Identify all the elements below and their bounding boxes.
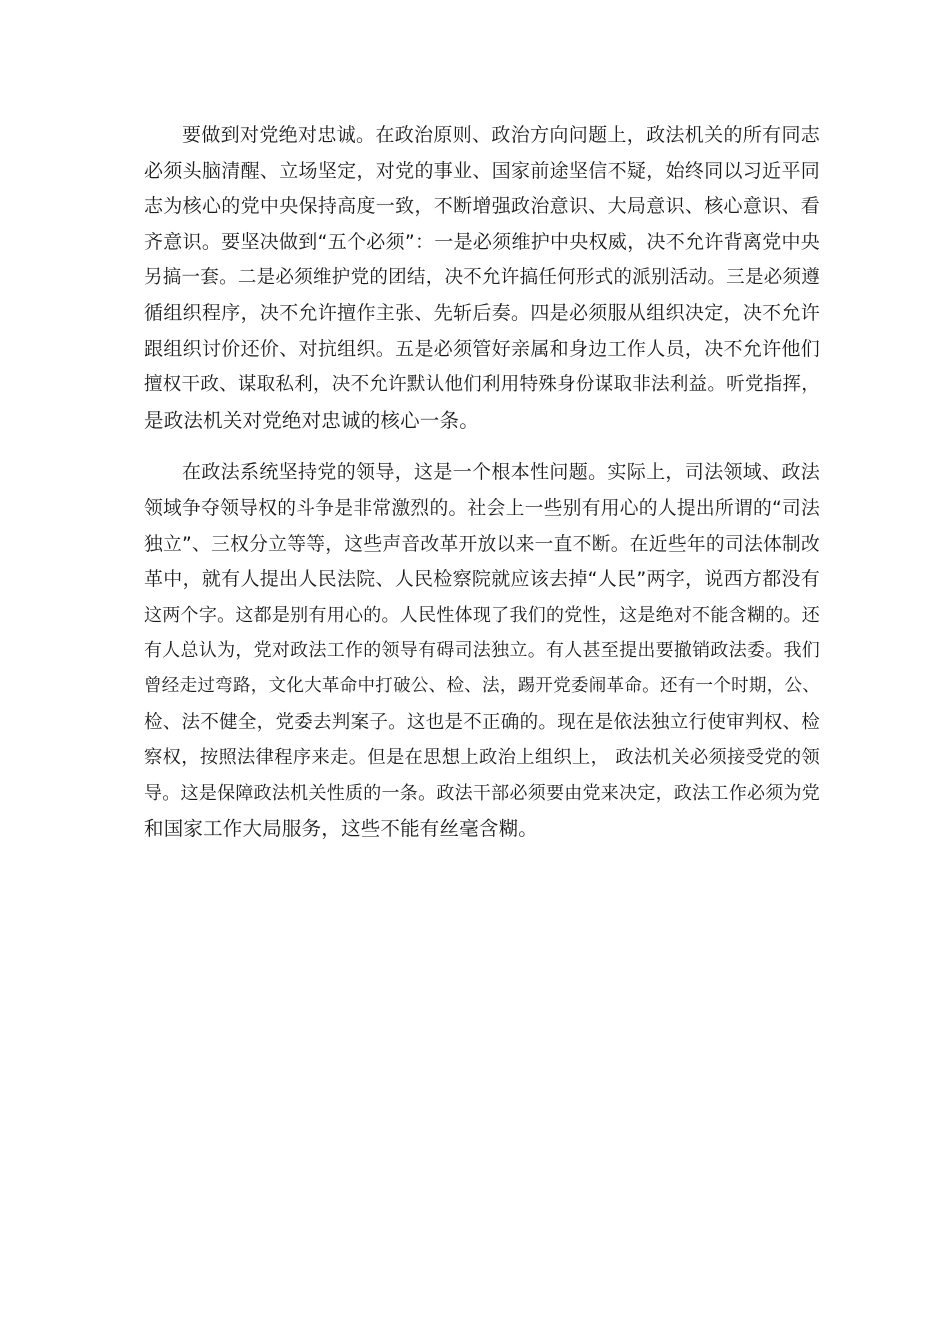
text-line: 要做到对党绝对忠诚。在政治原则、政治方向问题上，政法机关的所有同志 [182, 124, 820, 146]
text-line: 和国家工作大局服务，这些不能有丝毫含糊。 [144, 817, 539, 841]
text-line: 领域争夺领导权的斗争是非常激烈的。社会上一些别有用心的人提出所谓的“司法 [144, 497, 820, 519]
text-line: 跟组织讨价还价、对抗组织。五是必须管好亲属和身边工作人员，决不允许他们 [144, 337, 820, 360]
text-line: 志为核心的党中央保持高度一致，不断增强政治意识、大局意识、核心意识、看 [144, 195, 820, 218]
text-line: 曾经走过弯路，文化大革命中打破公、检、法，踢开党委闹革命。还有一个时期，公、 [144, 675, 820, 696]
text-line: 擅权干政、谋取私利，决不允许默认他们利用特殊身份谋取非法利益。听党指挥， [144, 374, 820, 396]
text-line: 有人总认为，党对政法工作的领导有碍司法独立。有人甚至提出要撤销政法委。我们 [144, 640, 820, 662]
paragraph-loyalty [144, 118, 820, 438]
text-line: 独立”、三权分立等等，这些声音改革开放以来一直不断。在近些年的司法体制改 [144, 533, 820, 555]
paragraph-party-leadership [144, 455, 820, 847]
text-line: 必须头脑清醒、立场坚定，对党的事业、国家前途坚信不疑，始终同以习近平同 [144, 159, 820, 182]
text-line: 革中，就有人提出人民法院、人民检察院就应该去掉“人民”两字，说西方都没有 [144, 568, 820, 591]
text-line: 是政法机关对党绝对忠诚的核心一条。 [144, 408, 479, 432]
text-line: 另搞一套。二是必须维护党的团结，决不允许搞任何形式的派别活动。三是必须遵 [144, 267, 820, 289]
text-line: 这两个字。这都是别有用心的。人民性体现了我们的党性，这是绝对不能含糊的。还 [144, 604, 820, 626]
text-line: 齐意识。要坚决做到“五个必须”：一是必须维护中央权威，决不允许背离党中央 [144, 230, 820, 253]
text-line: 察权，按照法律程序来走。但是在思想上政治上组织上， 政法机关必须接受党的领 [144, 747, 820, 769]
text-line: 在政法系统坚持党的领导，这是一个根本性问题。实际上，司法领域、政法 [182, 461, 820, 484]
text-line: 检、法不健全，党委去判案子。这也是不正确的。现在是依法独立行使审判权、检 [144, 711, 820, 733]
text-line: 导。这是保障政法机关性质的一条。政法干部必须要由党来决定，政法工作必须为党 [144, 782, 820, 804]
text-line: 循组织程序，决不允许擅作主张、先斩后奏。四是必须服从组织决定，决不允许 [144, 301, 820, 324]
document-body [144, 118, 820, 847]
